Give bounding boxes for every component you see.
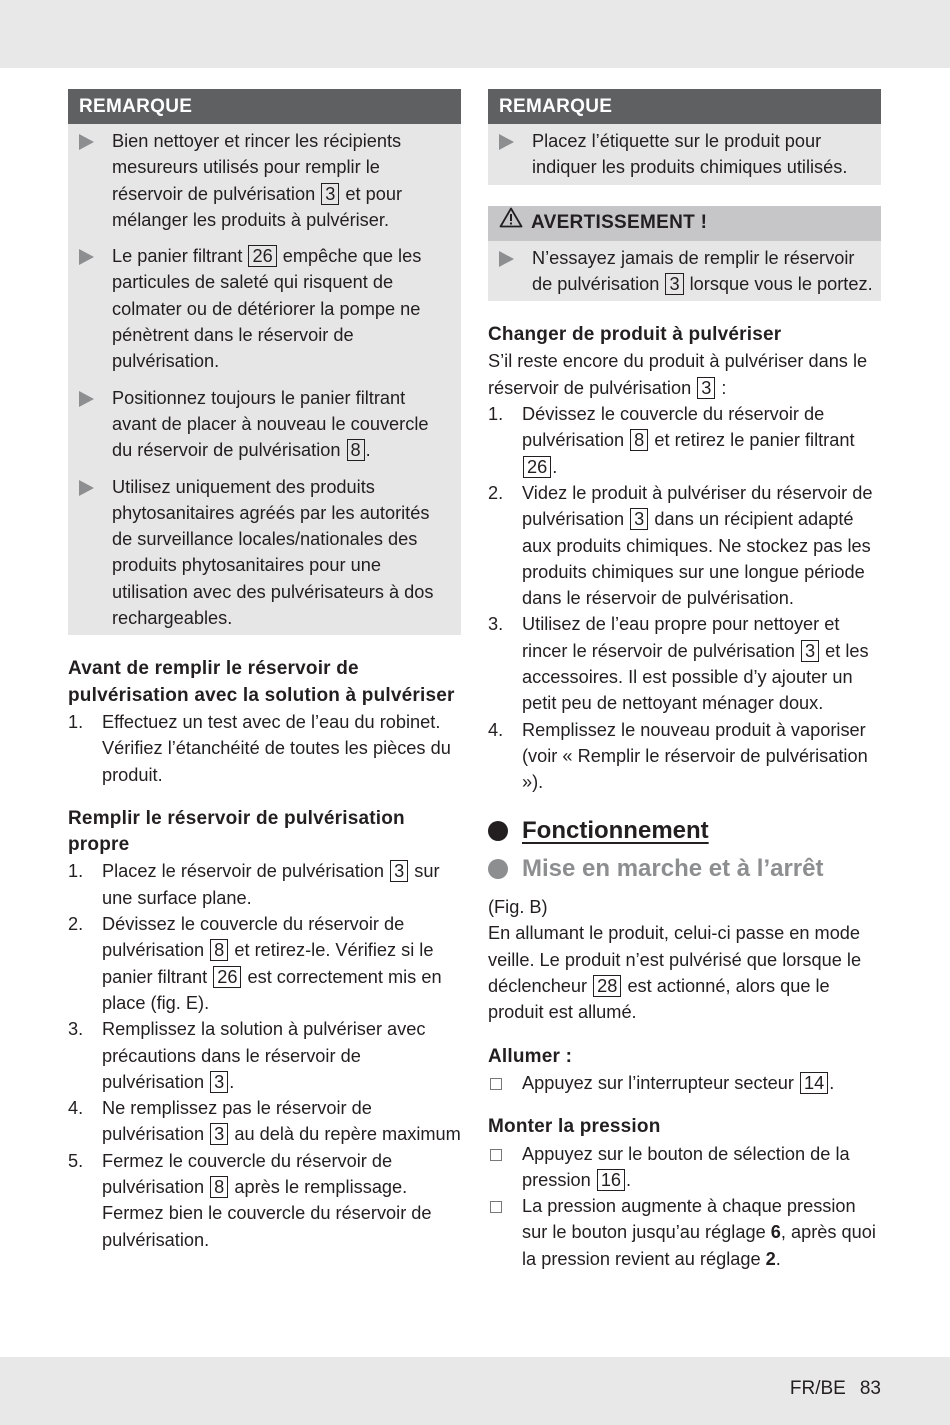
section-heading: Allumer : <box>488 1045 573 1067</box>
text-run: Le panier filtrant <box>112 246 248 267</box>
checklist-item <box>488 1141 881 1194</box>
note-item <box>68 385 453 464</box>
text-run: En allumant le produit, celui-ci passe en mode veille. Le produit n’est pulvérisé que lorsque le déclencheur <box>488 923 862 997</box>
text-run: Dévissez le couvercle du réservoir de pulvérisation <box>522 404 825 451</box>
box-title: REMARQUE <box>79 96 193 117</box>
list-item <box>488 611 881 716</box>
note-item-text <box>112 474 453 632</box>
checklist-item <box>488 1193 881 1272</box>
note-header <box>68 89 461 124</box>
note-item-text <box>112 243 453 374</box>
text-run: empêche que les particules de saleté qui risquent de colmater ou de détériorer la pompe ne pénètrent dans le réservoir de pulvérisation. <box>112 246 422 372</box>
section-heading: Changer de produit à pulvériser <box>488 324 782 346</box>
part-reference-number: 3 <box>321 183 339 205</box>
bold-value: 6 <box>770 1222 781 1243</box>
note-item <box>68 243 453 374</box>
list-item-text <box>522 717 881 796</box>
part-reference-number: 28 <box>593 975 621 997</box>
list-number: 3. <box>488 614 504 635</box>
box-body <box>68 124 461 635</box>
paragraph <box>488 894 881 920</box>
text-run: après le remplissage. Fermez bien le couvercle du réservoir de pulvérisation. <box>102 1176 432 1250</box>
part-reference-number: 3 <box>801 640 819 662</box>
checkbox-square-icon <box>488 1141 522 1194</box>
part-reference-number: 8 <box>630 429 648 451</box>
list-item-text <box>522 401 881 480</box>
list-item-text <box>102 1016 461 1095</box>
text-run: Appuyez sur l’interrupteur secteur <box>522 1072 799 1093</box>
text-run: dans un récipient adapté aux produits chimiques. Ne stockez pas les produits chimiques sur une longue période dans le réservoir de pulvérisation. <box>522 509 871 609</box>
part-reference-number: 3 <box>390 860 408 882</box>
top-band <box>0 0 950 68</box>
checklist-item <box>488 1070 881 1096</box>
note-item-text <box>532 128 873 181</box>
text-run: sur une surface plane. <box>102 861 440 908</box>
part-reference-number: 3 <box>210 1123 228 1145</box>
note-item-text <box>532 245 873 298</box>
bullet-triangle-icon <box>488 245 532 298</box>
text-run: Effectuez un test avec de l’eau du robinet. Vérifiez l’étanchéité de toutes les pièces du produit. <box>102 711 451 785</box>
text-run: Placez l’étiquette sur le produit pour indiquer les produits chimiques utilisés. <box>532 131 848 178</box>
list-item <box>68 858 461 911</box>
part-reference-number: 8 <box>210 1176 228 1198</box>
text-run: et pour mélanger les produits à pulvériser. <box>112 183 403 230</box>
box-title: REMARQUE <box>499 96 613 117</box>
text-run: N’essayez jamais de remplir le réservoir de pulvérisation <box>532 247 855 294</box>
text-run: Bien nettoyer et rincer les récipients mesureurs utilisés pour remplir le réservoir de pulvérisation <box>112 131 402 204</box>
part-reference-number: 8 <box>210 939 228 961</box>
section-heading: Avant de remplir le réservoir de pulvérisation avec la solution à pulvériser <box>68 658 455 706</box>
list-item-text <box>102 858 461 911</box>
list-item-text <box>102 911 461 1016</box>
note-item-text <box>112 128 453 233</box>
part-reference-number: 26 <box>523 456 551 478</box>
right-column <box>488 89 881 1272</box>
list-number: 1. <box>68 861 84 882</box>
text-run: Videz le produit à pulvériser du réservoir de pulvérisation <box>522 482 873 530</box>
bullet-triangle-icon <box>68 385 112 464</box>
list-number: 1. <box>68 711 84 732</box>
language-label: FR/BE <box>789 1378 846 1399</box>
part-reference-number: 26 <box>213 966 241 988</box>
chapter-heading <box>488 818 881 844</box>
part-reference-number: 16 <box>597 1169 625 1191</box>
part-reference-number: 14 <box>800 1072 828 1094</box>
note-box <box>68 89 461 635</box>
text-run: est correctement mis en place (fig. E). <box>102 966 442 1013</box>
warning-box <box>488 206 881 302</box>
text-run: Placez le réservoir de pulvérisation <box>102 861 390 882</box>
bullet-circle-icon <box>488 821 508 841</box>
text-run: . <box>626 1169 632 1190</box>
checklist-item-text <box>522 1193 881 1272</box>
warning-icon <box>499 205 523 241</box>
page-footer <box>776 1378 881 1400</box>
part-reference-number: 8 <box>347 439 365 461</box>
paragraph <box>488 920 881 1025</box>
list-number: 5. <box>68 1150 84 1171</box>
text-run: . <box>829 1072 835 1093</box>
text-run: Dévissez le couvercle du réservoir de pulvérisation <box>102 914 405 961</box>
list-item <box>488 401 881 480</box>
list-item-text <box>522 480 881 611</box>
section-heading: Remplir le réservoir de pulvérisation propre <box>68 807 405 856</box>
text-run: lorsque vous le portez. <box>684 273 873 294</box>
text-run: (Fig. B) <box>488 897 548 918</box>
text-run: Remplissez le nouveau produit à vaporiser (voir « Remplir le réservoir de pulvérisation »). <box>522 719 868 793</box>
text-run: . <box>229 1071 235 1092</box>
part-reference-number: 3 <box>665 273 683 295</box>
box-title: AVERTISSEMENT ! <box>531 212 708 234</box>
checklist-item-text <box>522 1070 834 1096</box>
list-item-text <box>102 709 461 788</box>
list-number: 4. <box>488 719 504 740</box>
text-run: et les accessoires. Il est possible d’y ajouter un petit peu de nettoyant ménager doux. <box>522 640 869 714</box>
list-item <box>488 480 881 611</box>
text-run: Ne remplissez pas le réservoir de pulvérisation <box>102 1098 372 1145</box>
heading-text: Fonctionnement <box>522 816 709 844</box>
text-run: S’il reste encore du produit à pulvériser dans le réservoir de pulvérisation <box>488 351 868 398</box>
note-item <box>488 245 873 298</box>
checkbox-square-icon <box>488 1070 522 1096</box>
part-reference-number: 26 <box>248 245 276 267</box>
list-item-text <box>522 611 881 716</box>
note-item-text <box>112 385 453 464</box>
list-item <box>68 911 461 1016</box>
text-run: Appuyez sur le bouton de sélection de la pression <box>522 1143 850 1190</box>
text-run: et retirez le panier filtrant <box>649 430 855 451</box>
text-run: Utilisez de l’eau propre pour nettoyer et rincer le réservoir de pulvérisation <box>522 614 840 661</box>
bold-value: 2 <box>765 1248 776 1269</box>
text-run: . <box>365 440 371 461</box>
text-run: , après quoi la pression revient au réglage <box>522 1222 876 1269</box>
text-run: . <box>775 1248 781 1269</box>
heading-text: Mise en marche et à l’arrêt <box>522 854 824 882</box>
bullet-triangle-icon <box>488 128 532 181</box>
text-run: Remplissez la solution à pulvériser avec précautions dans le réservoir de pulvérisation <box>102 1019 426 1092</box>
text-run: . <box>552 456 558 477</box>
bullet-circle-icon <box>488 859 508 879</box>
text-run: est actionné, alors que le produit est allumé. <box>488 976 830 1023</box>
text-run: au delà du repère maximum <box>229 1124 461 1145</box>
text-run: Fermez le couvercle du réservoir de pulvérisation <box>102 1150 393 1197</box>
list-number: 1. <box>488 404 504 425</box>
text-run: et retirez-le. Vérifiez si le panier filtrant <box>102 940 434 987</box>
bullet-triangle-icon <box>68 243 112 374</box>
list-item <box>68 709 461 788</box>
bullet-triangle-icon <box>68 474 112 632</box>
box-body <box>488 241 881 302</box>
note-box <box>488 89 881 185</box>
list-number: 4. <box>68 1098 84 1119</box>
list-number: 3. <box>68 1019 84 1040</box>
subchapter-heading <box>488 856 881 882</box>
list-item <box>68 1095 461 1148</box>
part-reference-number: 3 <box>697 377 715 399</box>
text-run: Utilisez uniquement des produits phytosanitaires agréés par les autorités de surveillance locales/nationales des produits phytosanitaires pour une utilisation avec des pulvérisateurs à dos rechargeables. <box>112 476 434 629</box>
warning-header <box>488 206 881 241</box>
list-item <box>68 1148 461 1253</box>
list-item-text <box>102 1095 461 1148</box>
list-item <box>488 717 881 796</box>
page-number: 83 <box>859 1378 881 1399</box>
paragraph <box>488 348 881 401</box>
text-run: Positionnez toujours le panier filtrant avant de placer à nouveau le couvercle du réservoir de pulvérisation <box>112 387 429 461</box>
part-reference-number: 3 <box>630 508 648 530</box>
list-item-text <box>102 1148 461 1253</box>
note-header <box>488 89 881 124</box>
checklist-item-text <box>522 1141 881 1194</box>
note-item <box>68 128 453 233</box>
spacer <box>488 882 881 894</box>
bullet-triangle-icon <box>68 128 112 233</box>
box-body <box>488 124 881 185</box>
left-column <box>68 89 461 1253</box>
list-item <box>68 1016 461 1095</box>
note-item <box>488 128 873 181</box>
part-reference-number: 3 <box>210 1071 228 1093</box>
list-number: 2. <box>68 914 84 935</box>
checkbox-square-icon <box>488 1193 522 1272</box>
list-number: 2. <box>488 482 504 503</box>
text-run: : <box>716 377 727 398</box>
note-item <box>68 474 453 632</box>
section-heading: Monter la pression <box>488 1116 661 1138</box>
text-run: La pression augmente à chaque pression sur le bouton jusqu’au réglage <box>522 1196 856 1243</box>
